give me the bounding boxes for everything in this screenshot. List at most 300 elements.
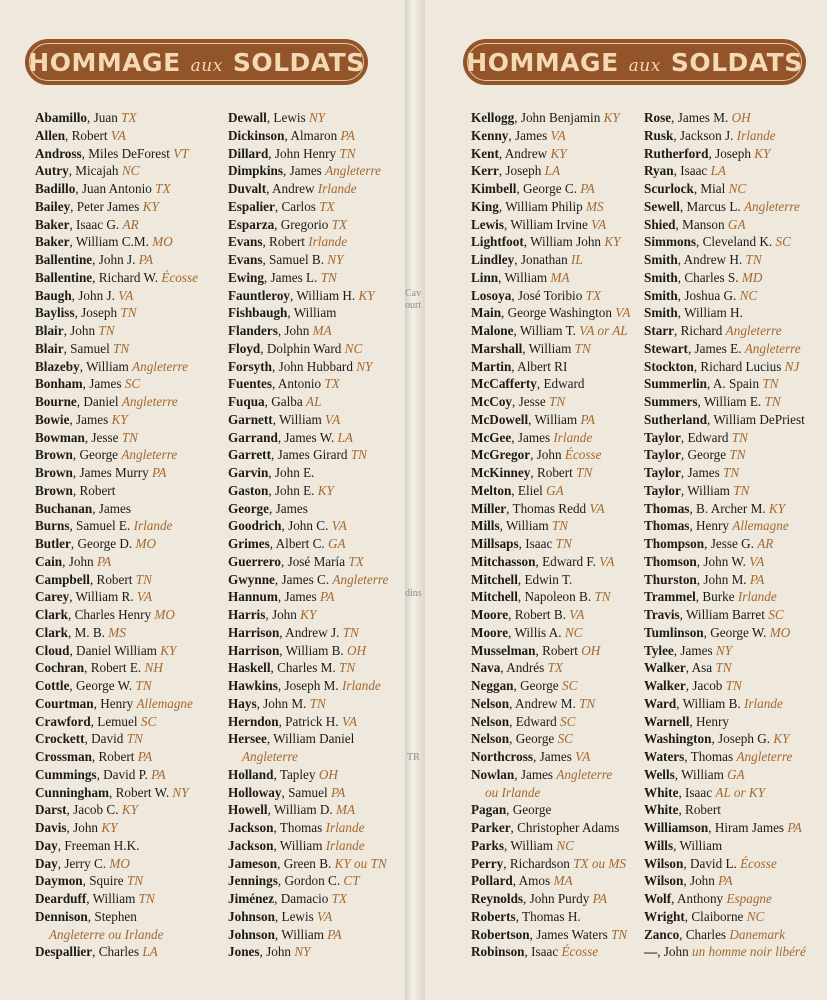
given-name: Charles [98, 944, 140, 960]
origin-location: TN [135, 678, 152, 693]
surname: Walker [644, 660, 686, 676]
surname: Musselman [471, 642, 536, 658]
surname: Hays [228, 695, 257, 711]
soldier-entry: Bayliss, Joseph TN [35, 305, 137, 321]
given-name: Joseph G. [718, 731, 771, 747]
given-name: William [679, 837, 723, 853]
given-name: George [515, 731, 555, 747]
surname: Darst [35, 802, 67, 818]
given-name: Richard W. [98, 269, 159, 285]
given-name: William [92, 891, 136, 906]
surname: Dearduff [35, 891, 87, 906]
given-name: Miles DeForest [88, 145, 170, 161]
origin-location: KY [768, 500, 786, 516]
soldier-entry: Harris, John KY [228, 607, 317, 622]
given-name: Samuel E. [76, 518, 131, 534]
given-name: John E. [274, 482, 315, 498]
surname: Wells [644, 766, 675, 782]
given-name: Robert [542, 642, 578, 658]
given-name: Cleveland K. [702, 234, 773, 250]
soldier-entry: Scurlock, Mial NC [644, 181, 747, 196]
surname: Cottle [35, 678, 70, 693]
surname: Summers [644, 394, 698, 409]
origin-location: TN [745, 252, 762, 267]
soldier-entry: Hays, John M. TN [228, 695, 326, 711]
surname: Mitchasson [471, 553, 536, 569]
names-column-4 [644, 109, 806, 961]
surname: Jennings [228, 873, 278, 889]
origin-location: TN [342, 624, 359, 640]
soldier-entry: Carey, William R. VA [35, 589, 153, 605]
surname: Jackson [228, 820, 274, 835]
origin-location: PA [580, 411, 595, 427]
surname: Crossman [35, 749, 92, 764]
origin-location: Allemagne [136, 695, 193, 711]
origin-location: MO [135, 536, 157, 551]
given-name: Isaac G. [76, 216, 120, 232]
origin-location: KY [754, 145, 771, 161]
origin-location: Angleterre [736, 749, 793, 764]
soldier-entry: Simmons, Cleveland K. SC [644, 234, 791, 250]
surname: Baker [35, 234, 70, 250]
origin-location: PA [96, 553, 112, 569]
surname: Johnson [228, 926, 275, 942]
surname: Ewing [228, 269, 264, 285]
soldier-entry: Thompson, Jesse G. AR [644, 536, 774, 551]
soldier-entry: Thomson, John W. VA [644, 553, 765, 569]
surname: Parker [471, 820, 511, 835]
soldier-entry: Jennings, Gordon C. CT [228, 873, 360, 889]
origin-location: VA [599, 553, 615, 569]
soldier-entry: Pagan, George [471, 802, 552, 818]
soldier-entry: Nelson, George SC [471, 731, 573, 747]
given-name: Amos [518, 873, 551, 889]
given-name: Joseph [505, 163, 542, 179]
given-name: Albert C. [275, 536, 325, 551]
surname: Parks [471, 837, 504, 853]
surname: Taylor [644, 447, 681, 463]
soldier-entry: Summerlin, A. Spain TN [644, 376, 779, 392]
given-name: Carlos [281, 198, 316, 214]
origin-location: TN [309, 695, 326, 711]
given-name: James [98, 500, 132, 516]
surname: Crockett [35, 731, 85, 747]
origin-location: TN [339, 145, 356, 161]
soldier-entry: Duvalt, Andrew Irlande [228, 181, 357, 196]
origin-location: VA [317, 908, 333, 924]
surname: Autry [35, 163, 69, 179]
origin-location: Irlande [325, 820, 365, 835]
surname: Linn [471, 269, 499, 285]
surname: Bowman [35, 429, 85, 445]
surname: Bourne [35, 394, 77, 409]
surname: Badillo [35, 181, 76, 196]
soldier-entry: Cunningham, Robert W. NY [35, 784, 189, 800]
surname: Northcross [471, 749, 534, 764]
origin-location: SC [775, 234, 791, 250]
origin-location: TN [715, 660, 732, 676]
given-name: William [279, 411, 322, 427]
surname: Ballentine [35, 252, 93, 267]
origin-location: PA [319, 589, 335, 605]
origin-location: PA [151, 766, 166, 782]
surname: Williamson [644, 820, 709, 835]
given-name: John [266, 944, 292, 960]
surname: Zanco [644, 926, 680, 942]
banner-left [25, 39, 368, 85]
origin-location: TN [576, 465, 593, 480]
origin-location: OH [347, 642, 367, 658]
soldier-entry: Dickinson, Almaron PA [228, 127, 355, 143]
origin-location: Angleterre [242, 749, 298, 764]
origin-location: TN [764, 394, 781, 409]
given-name: Joseph [81, 305, 118, 321]
origin-location: TX [121, 110, 137, 125]
soldier-entry: Travis, William Barret SC [644, 607, 784, 622]
surname: Rose [644, 110, 672, 125]
soldier-entry: Kerr, Joseph LA [471, 163, 561, 179]
names-column-1 [35, 109, 198, 961]
origin-location: NH [144, 660, 163, 676]
surname: Hawkins [228, 678, 278, 693]
origin-location: PA [152, 465, 167, 480]
surname: Pollard [471, 873, 513, 889]
given-name: John [271, 607, 297, 622]
surname: Jackson [228, 837, 274, 853]
origin-location: LA [544, 163, 561, 179]
surname: Kellogg [471, 110, 515, 125]
surname: Goodrich [228, 518, 282, 534]
surname: Kenny [471, 127, 509, 143]
soldier-entry: Robinson, Isaac Écosse [471, 944, 599, 960]
surname: Wolf [644, 891, 672, 906]
given-name: Edwin T. [524, 571, 573, 587]
surname: Garrand [228, 429, 278, 445]
surname: Millsaps [471, 536, 519, 551]
given-name: James [89, 376, 122, 392]
surname: Bowie [35, 411, 70, 427]
soldier-entry: Perry, Richardson TX ou MS [471, 855, 626, 871]
soldier-entry: Robertson, James Waters TN [471, 926, 628, 942]
soldier-entry: Jiménez, Damacio TX [228, 891, 348, 906]
soldier-entry: Thomas, Henry Allemagne [644, 518, 789, 534]
surname: Kimbell [471, 181, 517, 196]
surname: Johnson [228, 908, 275, 924]
soldier-entry: Ryan, Isaac LA [644, 163, 726, 179]
given-name: John [663, 944, 689, 960]
surname: Hersee [228, 731, 267, 747]
origin-location: TN [555, 536, 572, 551]
soldier-entry: Wells, William GA [644, 766, 745, 782]
origin-location: Angleterre [325, 163, 382, 179]
origin-location: MO [154, 607, 175, 622]
surname: Tumlinson [644, 624, 704, 640]
soldier-entry: McGee, James Irlande [471, 429, 593, 445]
given-name: Thomas [690, 749, 734, 764]
origin-location: VA [325, 411, 341, 427]
surname: Martin [471, 358, 512, 374]
given-name: William B. [682, 695, 741, 711]
origin-location: PA [138, 252, 154, 267]
soldier-entry: Flanders, John MA [228, 323, 332, 338]
soldier-entry: Allen, Robert VA [35, 127, 126, 143]
given-name: James [284, 589, 317, 605]
soldier-entry: Wills, William [644, 837, 723, 853]
given-name: Andrés [506, 660, 545, 676]
given-name: William Barret [686, 607, 765, 622]
given-name: William [510, 837, 554, 853]
soldier-entry: Northcross, James VA [471, 749, 591, 764]
given-name: William [86, 358, 129, 374]
surname: Carey [35, 589, 70, 605]
surname: Butler [35, 536, 71, 551]
origin-location: Angleterre [556, 766, 613, 782]
origin-location: Irlande [736, 127, 776, 143]
given-name: Samuel B. [269, 252, 324, 267]
surname: Courtman [35, 695, 94, 711]
origin-location: AL or KY [715, 784, 766, 800]
given-name: Squire [89, 873, 124, 889]
soldier-entry: Gwynne, James C. Angleterre [228, 571, 389, 587]
soldier-entry: Blair, Samuel TN [35, 340, 130, 356]
soldier-entry: Clark, Charles Henry MO [35, 607, 175, 622]
given-name: Gordon C. [284, 873, 341, 889]
soldier-entry: Burns, Samuel E. Irlande [35, 518, 173, 534]
origin-location: Angleterre [121, 447, 178, 463]
surname: Robinson [471, 944, 525, 960]
soldier-entry: McCafferty, Edward [471, 376, 585, 392]
origin-location: PA [718, 873, 733, 889]
soldier-entry: Mills, William TN [471, 518, 569, 534]
origin-location: VA [589, 500, 605, 516]
origin-location: NY [715, 642, 733, 658]
soldier-entry: Andross, Miles DeForest VT [35, 145, 189, 161]
origin-location: TN [611, 926, 628, 942]
soldier-entry: Ewing, James L. TN [228, 269, 337, 285]
banner-word-aux: aux [628, 55, 661, 76]
surname: Nelson [471, 695, 510, 711]
surname: Burns [35, 518, 70, 534]
soldier-entry: Espalier, Carlos TX [228, 198, 335, 214]
given-name: John J. [78, 287, 115, 303]
soldier-entry [471, 784, 630, 802]
soldier-entry: Roberts, Thomas H. [471, 908, 581, 924]
given-name: Thomas H. [522, 908, 581, 924]
given-name: A. Spain [712, 376, 760, 392]
given-name: Richard [680, 323, 723, 338]
origin-location: TX [348, 553, 364, 569]
surname: Roberts [471, 908, 516, 924]
surname: Howell [228, 802, 268, 818]
origin-location: NY [172, 784, 189, 800]
given-name: George W. [710, 624, 767, 640]
surname: Despallier [35, 944, 93, 960]
surname: Starr [644, 323, 675, 338]
given-name: George [687, 447, 727, 463]
given-name: John Henry [274, 145, 337, 161]
origin-location: NY [327, 252, 344, 267]
surname: Nava [471, 660, 501, 676]
soldier-entry: Lewis, William Irvine VA [471, 216, 607, 232]
origin-location: KY [604, 234, 621, 250]
given-name: William John [530, 234, 602, 250]
surname: Evans [228, 252, 263, 267]
surname: Fishbaugh [228, 305, 288, 321]
soldier-entry: Kimbell, George C. PA [471, 181, 595, 196]
given-name: Lewis [273, 110, 306, 125]
soldier-entry: Johnson, William PA [228, 926, 342, 942]
soldier-entry: Wolf, Anthony Espagne [644, 891, 772, 906]
given-name: James Girard [277, 447, 348, 463]
banner-word-hommage: HOMMAGE [28, 47, 181, 77]
surname: Nelson [471, 713, 510, 729]
given-name: Jesse [518, 394, 546, 409]
surname: Cochran [35, 660, 85, 676]
surname: Sutherland [644, 411, 708, 427]
given-name: James [539, 749, 572, 764]
surname: Thurston [644, 571, 697, 587]
given-name: Jacob C. [73, 802, 119, 818]
soldier-entry: Taylor, James TN [644, 465, 740, 480]
banner-word-hommage: HOMMAGE [466, 47, 619, 77]
surname: Wright [644, 908, 685, 924]
banner-word-soldats: SOLDATS [232, 47, 365, 77]
given-name: John E. [274, 465, 315, 480]
given-name: Daniel [83, 394, 119, 409]
soldier-entry: Wright, Claiborne NC [644, 908, 765, 924]
soldier-entry: Jameson, Green B. KY ou TN [228, 855, 387, 871]
soldier-entry: Washington, Joseph G. KY [644, 731, 790, 747]
origin-location: MA [550, 269, 570, 285]
given-name: John J. [98, 252, 136, 267]
origin-location: Angleterre [132, 358, 188, 374]
soldier-entry: Herndon, Patrick H. VA [228, 713, 358, 729]
given-name: Thomas [279, 820, 323, 835]
surname: Flanders [228, 323, 278, 338]
soldier-entry: Fuentes, Antonio TX [228, 376, 340, 392]
surname: Garrett [228, 447, 271, 463]
soldier-entry: Main, George Washington VA [471, 305, 631, 321]
origin-location: KY [111, 411, 128, 427]
soldier-entry: Day, Freeman H.K. [35, 837, 140, 853]
origin-location: Angleterre [121, 394, 178, 409]
soldier-entry: Brown, James Murry PA [35, 465, 167, 480]
soldier-entry: Summers, William E. TN [644, 394, 781, 409]
origin-location: PA [787, 820, 802, 835]
soldier-entry: Kent, Andrew KY [471, 145, 567, 161]
surname: Stockton [644, 358, 694, 374]
soldier-entry: Bonham, James SC [35, 376, 141, 392]
given-name: Jerry C. [64, 855, 107, 871]
given-name: George [79, 447, 119, 463]
surname: Haskell [228, 660, 271, 676]
surname: Gwynne [228, 571, 275, 587]
soldier-entry: Haskell, Charles M. TN [228, 660, 356, 676]
surname: Mitchell [471, 571, 518, 587]
soldier-entry: Mitchell, Napoleon B. TN [471, 589, 611, 605]
given-name: Andrew [504, 145, 548, 161]
soldier-entry: Shied, Manson GA [644, 216, 746, 232]
soldier-entry: Cummings, David P. PA [35, 766, 166, 782]
soldier-entry: Floyd, Dolphin Ward NC [228, 340, 363, 356]
soldier-entry: Smith, Joshua G. NC [644, 287, 758, 303]
surname: Thomas [644, 518, 690, 534]
soldier-entry: Gaston, John E. KY [228, 482, 334, 498]
soldier-entry: Baker, Isaac G. AR [35, 216, 139, 232]
given-name: Robert [96, 571, 133, 587]
origin-location: VA [110, 127, 126, 143]
soldier-entry: Goodrich, John C. VA [228, 518, 347, 534]
given-name: Tapley [279, 766, 316, 782]
surname: Dickinson [228, 127, 285, 143]
surname: Scurlock [644, 181, 694, 196]
given-name: Eliel [517, 482, 543, 498]
given-name: Green B. [283, 855, 332, 871]
origin-location: TX [331, 216, 348, 232]
soldier-entry: Musselman, Robert OH [471, 642, 601, 658]
origin-location: Irlande [317, 181, 357, 196]
soldier-entry: Dillard, John Henry TN [228, 145, 356, 161]
soldier-entry: Crawford, Lemuel SC [35, 713, 157, 729]
soldier-entry: Jackson, William Irlande [228, 837, 365, 853]
surname: Brown [35, 465, 73, 480]
soldier-entry: Harrison, William B. OH [228, 642, 367, 658]
surname: Mills [471, 518, 500, 534]
given-name: William [687, 482, 730, 498]
soldier-entry: Martin, Albert RI [471, 358, 568, 374]
soldier-entry: Hannum, James PA [228, 589, 335, 605]
surname: Warnell [644, 713, 690, 729]
origin-location: MA [312, 323, 332, 338]
soldier-entry: Smith, Andrew H. TN [644, 252, 762, 267]
origin-location: KY [300, 607, 317, 622]
surname: Simmons [644, 234, 697, 250]
given-name: Jesse G. [710, 536, 754, 551]
given-name: John [284, 323, 310, 338]
surname: King [471, 198, 499, 214]
given-name: William DePriest [713, 411, 805, 427]
origin-location: SC [124, 376, 141, 392]
surname: Guerrero [228, 553, 281, 569]
surname: Ward [644, 695, 677, 711]
given-name: James E. [694, 340, 742, 356]
surname: Dewall [228, 110, 267, 125]
surname: Trammel [644, 589, 696, 605]
surname: Daymon [35, 873, 83, 889]
surname: Mitchell [471, 589, 518, 605]
origin-location: VA [136, 589, 153, 605]
soldier-entry: Nelson, Andrew M. TN [471, 695, 596, 711]
surname: Wilson [644, 855, 684, 871]
origin-location: TN [120, 305, 137, 321]
soldier-entry [35, 926, 198, 944]
surname: McCoy [471, 394, 513, 409]
given-name: William E. [703, 394, 762, 409]
origin-location: TN [339, 660, 356, 676]
surname: McDowell [471, 411, 529, 427]
origin-location: TN [126, 873, 144, 889]
origin-location: IL [571, 252, 583, 267]
soldier-entry: Kellogg, John Benjamin KY [471, 110, 620, 125]
surname: Main [471, 305, 502, 321]
origin-location: SC [560, 713, 576, 729]
soldier-entry: Forsyth, John Hubbard NY [228, 358, 373, 374]
origin-location: PA [330, 784, 346, 800]
surname: Grimes [228, 536, 270, 551]
origin-location: TX ou MS [573, 855, 626, 871]
origin-location: MD [741, 269, 763, 285]
given-name: William [534, 411, 578, 427]
